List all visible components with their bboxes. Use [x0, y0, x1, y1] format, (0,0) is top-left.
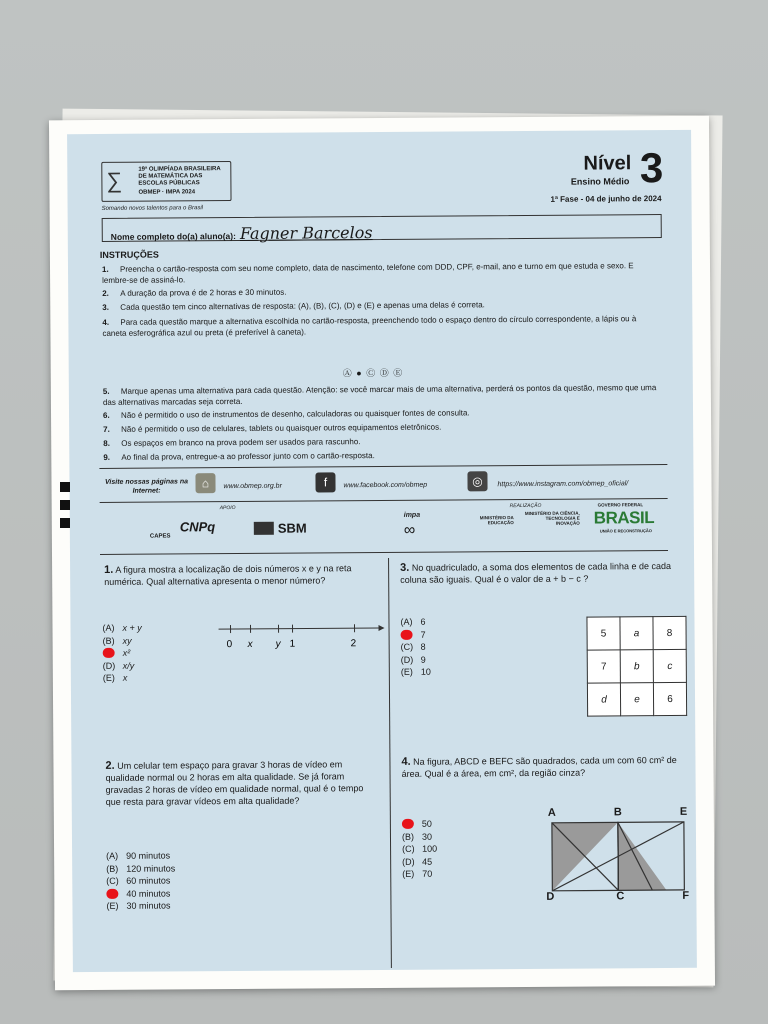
label-F: F	[682, 889, 690, 902]
impa-logo: impa	[403, 511, 421, 519]
brasil-logo: BRASIL	[593, 508, 655, 528]
alternative-letter: (C)	[402, 843, 415, 854]
alternative-letter: (E)	[106, 900, 119, 911]
question-3	[400, 560, 682, 586]
alternative-letter: (A)	[400, 616, 413, 627]
visit-label: Visite nossas páginas na Internet:	[104, 478, 189, 495]
alternative-text: 120 minutos	[126, 862, 176, 874]
alternative-letter: (D)	[400, 654, 414, 665]
alternative-text: 30 minutos	[126, 900, 171, 911]
olympiad-name: 19ª OLIMPÍADA BRASILEIRA DE MATEMÁTICA DAS ESCOLAS PÚBLICAS	[138, 166, 221, 187]
alternative-text: 100	[422, 843, 438, 854]
label-C: C	[616, 890, 625, 903]
alternative-text: x	[122, 672, 128, 683]
grid-row	[587, 649, 686, 683]
alternative-1[interactable]	[400, 616, 430, 629]
divider	[99, 464, 667, 469]
olympiad-short: OBMEP · IMPA 2024	[138, 189, 196, 196]
facebook-link[interactable]: www.facebook.com/obmep	[343, 481, 428, 490]
question-4-alternatives	[402, 818, 437, 881]
numberline-two: 2	[350, 638, 357, 650]
alternative-text: 30	[421, 831, 433, 842]
answer-mark-icon	[401, 629, 413, 639]
alternative-4[interactable]	[103, 659, 142, 672]
alternative-letter: (E)	[400, 666, 413, 677]
gray-triangle-right	[618, 822, 666, 890]
alternative-text: 50	[421, 818, 432, 829]
label-B: B	[613, 806, 622, 819]
alternative-text: 7	[420, 629, 426, 640]
instruction-2: 2. A duração da prova é de 2 horas e 30 minutos.	[102, 287, 287, 298]
alternative-letter: (E)	[402, 868, 415, 879]
obmep-logo	[101, 161, 231, 202]
alternative-1[interactable]	[102, 622, 141, 635]
alternative-letter: (A)	[102, 622, 115, 633]
exam-sheet	[49, 116, 715, 991]
alternative-3[interactable]	[103, 647, 142, 660]
instruction-9: 9. Ao final da prova, entregue-a ao professor junto com o cartão-resposta.	[103, 451, 375, 462]
question-4-number: 4.	[401, 755, 411, 768]
divider	[100, 550, 668, 555]
numberline-y: y	[275, 638, 281, 650]
alternative-letter: (C)	[106, 875, 119, 886]
grid-cell: b	[620, 650, 653, 683]
alternative-2[interactable]	[402, 830, 437, 843]
instructions-title: INSTRUÇÕES	[99, 249, 159, 260]
realizacao-label: REALIZAÇÃO	[509, 502, 542, 510]
column-divider	[388, 558, 392, 968]
grid-cell: e	[620, 683, 653, 716]
question-3-number: 3.	[400, 561, 410, 574]
alternative-3[interactable]	[106, 874, 175, 887]
mcti-logo: MINISTÉRIO DA CIÊNCIA, TECNOLOGIA E INOVAÇÃO	[524, 510, 580, 526]
instagram-icon[interactable]: ◎	[467, 471, 487, 491]
grid-cell: d	[587, 683, 620, 716]
gov-slogan: UNIÃO E RECONSTRUÇÃO	[599, 528, 652, 534]
instruction-3: 3. Cada questão tem cinco alternativas de resposta: (A), (B), (C), (D) e (E) e apenas uma delas é correta.	[102, 300, 485, 312]
alternative-5[interactable]	[402, 868, 437, 881]
alternative-text: 9	[420, 654, 426, 665]
alternative-5[interactable]	[401, 666, 431, 679]
question-4-text: Na figura, ABCD e BEFC são quadrados, cada um com 60 cm² de área. Qual é a área, em cm², da região cinza?	[401, 754, 677, 779]
grid-cell: c	[653, 649, 686, 682]
alternative-4[interactable]	[401, 653, 431, 666]
cnpq-logo: CNPq	[179, 519, 216, 535]
numberline-one: 1	[289, 638, 296, 650]
numberline-x: x	[247, 638, 253, 650]
exam-page	[67, 130, 697, 972]
student-name-value: Fagner Barcelos	[239, 223, 373, 243]
alternative-text: x/y	[122, 660, 135, 671]
question-1-number: 1.	[104, 563, 114, 576]
capes-logo: CAPES	[149, 533, 171, 540]
alternative-text: 40 minutos	[126, 887, 171, 899]
question-1	[104, 562, 376, 588]
mec-logo: MINISTÉRIO DA EDUCAÇÃO	[479, 515, 514, 526]
facebook-icon[interactable]: f	[315, 472, 335, 492]
impa-mark-icon: ∞	[403, 521, 416, 539]
instruction-4: 4. Para cada questão marque a alternativa escolhida no cartão-resposta, preenchendo todo o espaço dentro do círculo correspondente, a lápis ou à caneta esferográfica azul ou preta (é preferível à caneta).	[102, 314, 637, 338]
sbm-mark-icon	[254, 522, 274, 535]
label-E: E	[679, 805, 688, 818]
grid-cell: a	[620, 617, 653, 650]
alternative-letter: (D)	[102, 660, 116, 671]
answer-mark-icon	[402, 819, 414, 829]
alternative-letter: (E)	[102, 672, 115, 683]
bubble-example: Ⓐ ● Ⓒ Ⓓ Ⓔ	[342, 367, 404, 379]
alternative-text: 6	[420, 616, 426, 627]
alternative-2[interactable]	[401, 628, 431, 641]
site-link[interactable]: www.obmep.org.br	[223, 482, 282, 491]
question-3-text: No quadriculado, a soma dos elementos de cada linha e de cada coluna são iguais. Qual é o valor de a + b − c ?	[400, 560, 672, 585]
level-label: Nível	[583, 152, 632, 175]
alternative-1[interactable]	[106, 849, 175, 862]
alternative-1[interactable]	[402, 818, 437, 831]
student-name-label: Nome completo do(a) aluno(a):	[110, 231, 236, 242]
label-D: D	[546, 890, 555, 903]
alternative-letter: (C)	[400, 641, 414, 652]
magic-square	[586, 616, 687, 717]
grid-row	[587, 682, 686, 716]
grid-cell: 6	[653, 682, 686, 715]
phase-date: 1ª Fase - 04 de junho de 2024	[550, 194, 662, 204]
alternative-4[interactable]	[402, 855, 437, 868]
alternative-2[interactable]	[103, 634, 142, 647]
alternative-letter: (D)	[402, 856, 415, 867]
instruction-6: 6. Não é permitido o uso de instrumentos de desenho, calculadoras ou quaisquer fontes de consulta.	[103, 408, 470, 420]
instruction-7: 7. Não é permitido o uso de celulares, tablets ou quaisquer outros equipamentos eletrônicos.	[103, 422, 442, 434]
label-A: A	[547, 806, 556, 819]
alternative-text: 45	[422, 856, 433, 867]
level-number: 3	[639, 144, 664, 192]
apoio-label: APOIO	[219, 505, 236, 512]
instruction-8: 8. Os espaços em branco na prova podem ser usados para rascunho.	[103, 437, 361, 448]
number-line	[218, 618, 388, 653]
answer-mark-icon	[106, 888, 118, 898]
binder-mark	[60, 500, 70, 510]
question-3-alternatives	[400, 616, 430, 679]
sbm-logo	[254, 521, 307, 536]
alternative-text: x + y	[122, 622, 142, 633]
grid-row	[587, 616, 686, 650]
question-2	[105, 758, 379, 808]
question-2-number: 2.	[105, 759, 115, 772]
divider	[100, 498, 668, 503]
school-level: Ensino Médio	[570, 176, 630, 187]
alternative-letter: (B)	[401, 831, 415, 842]
binder-mark	[60, 482, 70, 492]
alternative-4[interactable]	[106, 887, 175, 900]
question-4	[401, 754, 685, 780]
alternative-text: 60 minutos	[126, 875, 171, 886]
home-icon[interactable]: ⌂	[195, 473, 215, 493]
answer-mark-icon	[103, 648, 115, 658]
alternative-text: 10	[420, 666, 431, 677]
obmep-emblem-icon: ∑	[106, 167, 123, 193]
alternative-3[interactable]	[401, 641, 431, 654]
alternative-letter: (A)	[106, 850, 119, 861]
numberline-zero: 0	[226, 639, 233, 651]
question-1-text: A figura mostra a localização de dois números x e y na reta numérica. Qual alternativa apresenta o menor número?	[104, 563, 352, 587]
question-2-alternatives	[106, 849, 175, 912]
alternative-text: 70	[422, 868, 433, 879]
grid-cell: 5	[587, 617, 620, 650]
instruction-5: 5. Marque apenas uma alternativa para cada questão. Atenção: se você marcar mais de uma alternativa, perderá os pontos da questão, mesmo que uma das alternativas marcadas seja correta.	[102, 383, 657, 407]
alternative-text: x²	[122, 647, 131, 658]
alternative-5[interactable]	[106, 899, 175, 912]
sbm-text: SBM	[277, 520, 307, 536]
instruction-1: 1. Preencha o cartão-resposta com seu nome completo, data de nascimento, telefone com DDD, CPF, e-mail, ano e turno em que estuda e sexo. E lembre-se de assiná-lo.	[101, 261, 634, 285]
question-1-alternatives	[102, 622, 142, 685]
alternative-5[interactable]	[103, 672, 142, 685]
binder-mark	[60, 518, 70, 528]
student-name-field[interactable]	[102, 214, 662, 242]
alternative-text: xy	[122, 635, 132, 646]
grid-cell: 8	[653, 616, 686, 649]
question-2-text: Um celular tem espaço para gravar 3 horas de vídeo em qualidade normal ou 2 horas em alta qualidade. Se já foram gravadas 2 horas de vídeo em qualidade normal, qual é o tempo que resta para gravar vídeos em alta qualidade?	[105, 759, 364, 807]
alternative-2[interactable]	[106, 862, 175, 875]
alternative-letter: (B)	[106, 863, 119, 874]
gov-label: GOVERNO FEDERAL	[597, 502, 644, 508]
slogan: Somando novos talentos para o Brasil	[101, 205, 204, 212]
alternative-text: 90 minutos	[126, 850, 171, 861]
alternative-letter: (B)	[102, 635, 115, 646]
grid-cell: 7	[587, 650, 620, 683]
alternative-text: 8	[420, 641, 426, 652]
alternative-3[interactable]	[402, 843, 437, 856]
instagram-link[interactable]: https://www.instagram.com/obmep_oficial/	[497, 480, 629, 489]
